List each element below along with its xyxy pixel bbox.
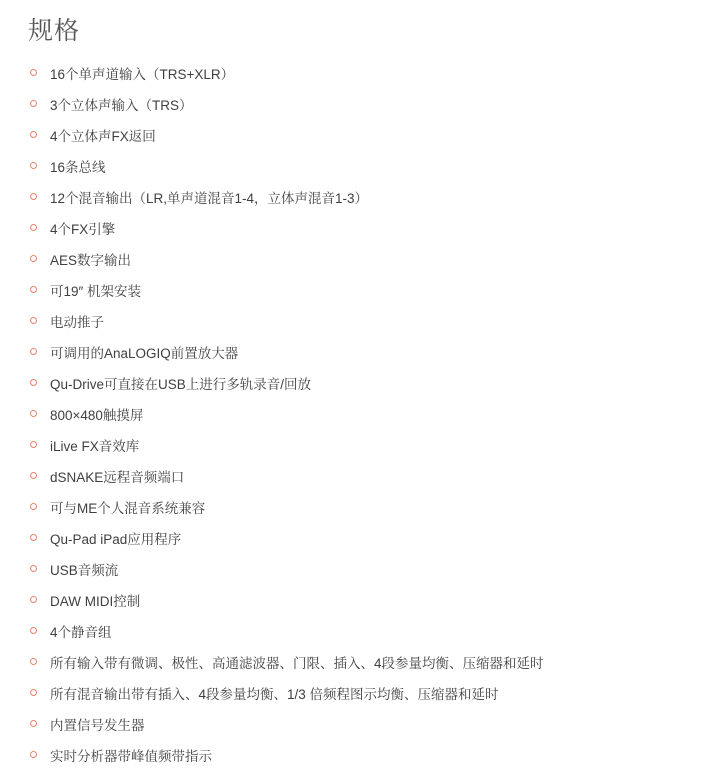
bullet-icon — [30, 410, 37, 417]
list-item — [28, 213, 720, 244]
list-item-label: 所有输入带有微调、极性、高通滤波器、门限、插入、4段参量均衡、压缩器和延时 — [50, 655, 544, 671]
list-item — [28, 740, 720, 771]
list-item-label: DAW MIDI控制 — [50, 593, 141, 609]
list-item — [28, 337, 720, 368]
list-item-label: 电动推子 — [50, 314, 104, 330]
bullet-icon — [30, 100, 37, 107]
list-item-label: 16条总线 — [50, 159, 106, 175]
list-item-label: 所有混音输出带有插入、4段参量均衡、1/3 倍频程图示均衡、压缩器和延时 — [50, 686, 499, 702]
list-item — [28, 368, 720, 399]
list-item — [28, 399, 720, 430]
bullet-icon — [30, 69, 37, 76]
specification-list — [0, 58, 720, 771]
list-item-label: 12个混音输出（LR,单声道混音1-4，立体声混音1-3） — [50, 190, 369, 206]
list-item-label: Qu-Drive可直接在USB上进行多轨录音/回放 — [50, 376, 312, 392]
list-item-label: 4个FX引擎 — [50, 221, 116, 237]
list-item-label: 实时分析器带峰值频带指示 — [50, 748, 212, 764]
list-item-label: 800×480触摸屏 — [50, 407, 144, 423]
list-item — [28, 244, 720, 275]
bullet-icon — [30, 565, 37, 572]
list-item — [28, 58, 720, 89]
bullet-icon — [30, 658, 37, 665]
list-item — [28, 647, 720, 678]
bullet-icon — [30, 596, 37, 603]
list-item-label: iLive FX音效库 — [50, 438, 140, 454]
list-item — [28, 492, 720, 523]
list-item-label: USB音频流 — [50, 562, 119, 578]
list-item — [28, 151, 720, 182]
bullet-icon — [30, 720, 37, 727]
bullet-icon — [30, 472, 37, 479]
bullet-icon — [30, 689, 37, 696]
list-item-label: 3个立体声输入（TRS） — [50, 97, 193, 113]
bullet-icon — [30, 286, 37, 293]
list-item — [28, 430, 720, 461]
list-item — [28, 275, 720, 306]
bullet-icon — [30, 348, 37, 355]
list-item — [28, 585, 720, 616]
bullet-icon — [30, 131, 37, 138]
list-item — [28, 306, 720, 337]
list-item — [28, 89, 720, 120]
bullet-icon — [30, 224, 37, 231]
list-item — [28, 182, 720, 213]
list-item — [28, 120, 720, 151]
spec-page — [0, 14, 720, 769]
bullet-icon — [30, 441, 37, 448]
list-item-label: Qu-Pad iPad应用程序 — [50, 531, 182, 547]
list-item-label: 4个静音组 — [50, 624, 112, 640]
bullet-icon — [30, 255, 37, 262]
list-item — [28, 523, 720, 554]
list-item-label: 4个立体声FX返回 — [50, 128, 156, 144]
list-item — [28, 554, 720, 585]
bullet-icon — [30, 162, 37, 169]
bullet-icon — [30, 379, 37, 386]
list-item — [28, 678, 720, 709]
list-item-label: 16个单声道输入（TRS+XLR） — [50, 66, 235, 82]
list-item-label: dSNAKE远程音频端口 — [50, 469, 185, 485]
bullet-icon — [30, 193, 37, 200]
bullet-icon — [30, 317, 37, 324]
list-item-label: 可与ME个人混音系统兼容 — [50, 500, 206, 516]
list-item — [28, 616, 720, 647]
list-item-label: 可19″ 机架安装 — [50, 283, 142, 299]
list-item-label: 内置信号发生器 — [50, 717, 145, 733]
list-item — [28, 709, 720, 740]
list-item-label: 可调用的AnaLOGIQ前置放大器 — [50, 345, 239, 361]
page-title: 规格 — [28, 17, 81, 45]
bullet-icon — [30, 534, 37, 541]
list-item-label: AES数字输出 — [50, 252, 132, 268]
bullet-icon — [30, 627, 37, 634]
bullet-icon — [30, 503, 37, 510]
list-item — [28, 461, 720, 492]
